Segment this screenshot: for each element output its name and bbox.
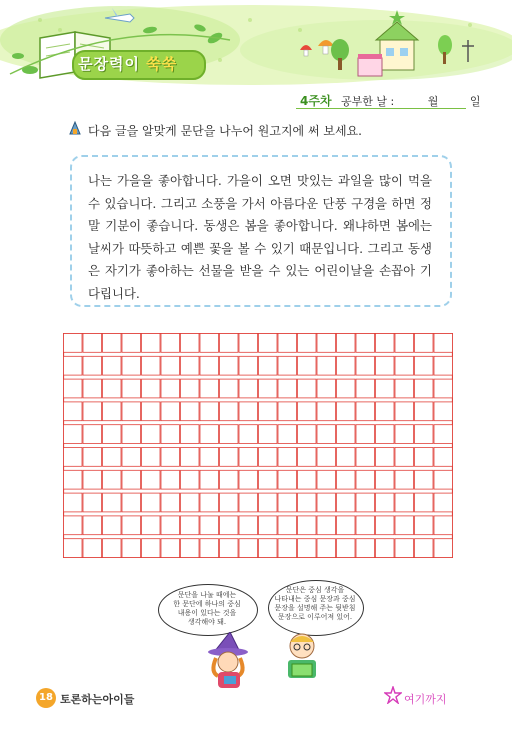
grid-cell[interactable] (103, 539, 122, 558)
grid-cell[interactable] (376, 493, 395, 512)
grid-cell[interactable] (376, 379, 395, 398)
grid-cell[interactable] (239, 539, 258, 558)
grid-cell[interactable] (415, 470, 434, 489)
grid-cell[interactable] (376, 425, 395, 444)
grid-cell[interactable] (200, 539, 219, 558)
week-underline (296, 108, 466, 109)
grid-cell[interactable] (278, 470, 297, 489)
grid-cell[interactable] (376, 516, 395, 535)
grid-cell[interactable] (181, 425, 200, 444)
grid-cell[interactable] (395, 516, 414, 535)
grid-cell[interactable] (278, 379, 297, 398)
study-day-label: 공부한 날 : (341, 95, 395, 108)
grid-cell[interactable] (395, 448, 414, 467)
grid-cell[interactable] (337, 470, 356, 489)
grid-cell[interactable] (376, 448, 395, 467)
grid-cell[interactable] (434, 334, 453, 353)
grid-cell[interactable] (278, 334, 297, 353)
grid-cell[interactable] (220, 379, 239, 398)
grid-cell[interactable] (122, 334, 141, 353)
grid-cell[interactable] (356, 448, 375, 467)
grid-cell[interactable] (220, 448, 239, 467)
publisher-name: 토론하는아이들 (60, 693, 135, 706)
grid-cell[interactable] (259, 448, 278, 467)
grid-cell[interactable] (181, 470, 200, 489)
grid-cell[interactable] (298, 379, 317, 398)
grid-cell[interactable] (103, 402, 122, 421)
grid-cell[interactable] (220, 516, 239, 535)
grid-cell[interactable] (83, 493, 102, 512)
instruction-text: 다음 글을 알맞게 문단을 나누어 원고지에 써 보세요. (88, 124, 362, 138)
grid-cell[interactable] (356, 356, 375, 375)
grid-cell[interactable] (395, 470, 414, 489)
grid-cell[interactable] (356, 379, 375, 398)
grid-cell[interactable] (161, 516, 180, 535)
grid-cell[interactable] (122, 493, 141, 512)
grid-cell[interactable] (142, 356, 161, 375)
grid-cell[interactable] (337, 493, 356, 512)
grid-cell[interactable] (161, 425, 180, 444)
grid-cell[interactable] (278, 402, 297, 421)
grid-cell[interactable] (395, 493, 414, 512)
grid-cell[interactable] (356, 425, 375, 444)
grid-cell[interactable] (220, 402, 239, 421)
boy-reading-illustration (276, 630, 328, 686)
grid-cell[interactable] (239, 356, 258, 375)
title-part1: 문장력이 (78, 55, 147, 73)
grid-cell[interactable] (337, 425, 356, 444)
grid-cell[interactable] (64, 425, 83, 444)
grid-cell[interactable] (239, 334, 258, 353)
grid-cell[interactable] (415, 379, 434, 398)
grid-cell[interactable] (181, 493, 200, 512)
grid-cell[interactable] (376, 402, 395, 421)
speech-bubble-right-text: 문단은 중심 생각을 나타내는 중심 문장과 중심 문장을 설명해 주는 뒷받침 문장으로 이루어져 있어. (274, 586, 356, 621)
grid-cell[interactable] (142, 379, 161, 398)
grid-cell[interactable] (434, 356, 453, 375)
grid-cell[interactable] (278, 425, 297, 444)
grid-cell[interactable] (220, 334, 239, 353)
grid-cell[interactable] (122, 356, 141, 375)
grid-cell[interactable] (83, 334, 102, 353)
grid-cell[interactable] (415, 448, 434, 467)
grid-cell[interactable] (356, 539, 375, 558)
grid-cell[interactable] (161, 356, 180, 375)
grid-cell[interactable] (83, 356, 102, 375)
grid-cell[interactable] (64, 379, 83, 398)
grid-cell[interactable] (64, 516, 83, 535)
grid-cell[interactable] (278, 356, 297, 375)
grid-cell[interactable] (259, 516, 278, 535)
manuscript-grid-svg (63, 333, 453, 558)
grid-cell[interactable] (298, 356, 317, 375)
grid-cell[interactable] (356, 470, 375, 489)
grid-cell[interactable] (181, 516, 200, 535)
grid-cell[interactable] (415, 334, 434, 353)
grid-cell[interactable] (317, 493, 336, 512)
grid-cell[interactable] (142, 334, 161, 353)
grid-cell[interactable] (181, 448, 200, 467)
grid-cell[interactable] (200, 425, 219, 444)
grid-cell[interactable] (122, 379, 141, 398)
star-icon (384, 686, 402, 704)
grid-cell[interactable] (122, 516, 141, 535)
grid-cell[interactable] (83, 470, 102, 489)
grid-cell[interactable] (434, 493, 453, 512)
grid-cell[interactable] (181, 356, 200, 375)
grid-cell[interactable] (239, 425, 258, 444)
grid-cell[interactable] (259, 425, 278, 444)
grid-cell[interactable] (200, 516, 219, 535)
grid-cell[interactable] (317, 425, 336, 444)
speech-bubble-left-text: 문단을 나눌 때에는 한 문단에 하나의 중심 내용이 있다는 것을 생각해야 돼. (173, 591, 241, 626)
grid-cell[interactable] (83, 379, 102, 398)
grid-cell[interactable] (200, 402, 219, 421)
grid-cell[interactable] (395, 334, 414, 353)
grid-cell[interactable] (298, 493, 317, 512)
manuscript-grid[interactable] (63, 333, 453, 558)
grid-cell[interactable] (142, 493, 161, 512)
grid-cell[interactable] (317, 334, 336, 353)
grid-cell[interactable] (259, 379, 278, 398)
grid-cell[interactable] (337, 379, 356, 398)
grid-cell[interactable] (64, 448, 83, 467)
grid-cell[interactable] (434, 516, 453, 535)
grid-cell[interactable] (103, 493, 122, 512)
grid-cell[interactable] (376, 334, 395, 353)
grid-cell[interactable] (142, 470, 161, 489)
month-label: 월 (427, 95, 439, 108)
grid-cell[interactable] (200, 493, 219, 512)
grid-cell[interactable] (317, 539, 336, 558)
grid-cell[interactable] (220, 356, 239, 375)
grid-cell[interactable] (376, 470, 395, 489)
grid-cell[interactable] (259, 356, 278, 375)
pencil-icon (68, 120, 82, 136)
grid-cell[interactable] (415, 356, 434, 375)
grid-cell[interactable] (122, 402, 141, 421)
grid-cell[interactable] (64, 539, 83, 558)
day-label: 일 (469, 95, 481, 108)
grid-cell[interactable] (434, 379, 453, 398)
grid-cell[interactable] (259, 493, 278, 512)
grid-cell[interactable] (142, 402, 161, 421)
witch-girl-illustration (200, 632, 260, 692)
grid-cell[interactable] (317, 516, 336, 535)
grid-cell[interactable] (181, 334, 200, 353)
grid-cell[interactable] (434, 448, 453, 467)
grid-cell[interactable] (220, 470, 239, 489)
grid-cell[interactable] (356, 402, 375, 421)
grid-cell[interactable] (103, 334, 122, 353)
grid-cell[interactable] (161, 402, 180, 421)
grid-cell[interactable] (337, 516, 356, 535)
grid-cell[interactable] (278, 493, 297, 512)
grid-cell[interactable] (337, 448, 356, 467)
grid-cell[interactable] (103, 425, 122, 444)
grid-cell[interactable] (181, 539, 200, 558)
grid-cell[interactable] (434, 402, 453, 421)
grid-cell[interactable] (395, 356, 414, 375)
grid-cell[interactable] (142, 516, 161, 535)
stop-here-label: 여기까지 (404, 693, 447, 706)
shop-icon (358, 54, 382, 76)
grid-cell[interactable] (395, 425, 414, 444)
grid-cell[interactable] (161, 448, 180, 467)
grid-cell[interactable] (356, 334, 375, 353)
grid-cell[interactable] (200, 448, 219, 467)
grid-cell[interactable] (83, 539, 102, 558)
grid-cell[interactable] (103, 356, 122, 375)
grid-cell[interactable] (239, 448, 258, 467)
grid-cell[interactable] (161, 493, 180, 512)
grid-cell[interactable] (395, 379, 414, 398)
grid-cell[interactable] (415, 425, 434, 444)
grid-cell[interactable] (376, 539, 395, 558)
passage-text: 나는 가을을 좋아합니다. 가을이 오면 맛있는 과일을 많이 먹을 수 있습니다. 그리고 소풍을 가서 아름다운 단풍 구경을 하면 정말 기분이 좋습니다. 동생은 봄을 좋아합니다. 왜냐하면 봄에는 날씨가 따뜻하고 예쁜 꽃을 볼 수 있기 때문입니다. 그리고 동생은 자기가 좋아하는 선물을 받을 수 있는 어린이날을 손꼽아 기다립니다. (88, 173, 432, 301)
grid-cell[interactable] (317, 356, 336, 375)
grid-cell[interactable] (298, 402, 317, 421)
grid-cell[interactable] (239, 516, 258, 535)
grid-cell[interactable] (337, 539, 356, 558)
grid-cell[interactable] (298, 425, 317, 444)
grid-cell[interactable] (337, 334, 356, 353)
grid-cell[interactable] (122, 448, 141, 467)
grid-cell[interactable] (181, 379, 200, 398)
grid-cell[interactable] (415, 539, 434, 558)
grid-cell[interactable] (64, 402, 83, 421)
title-part2: 쑥쑥 (146, 55, 178, 73)
grid-cell[interactable] (259, 334, 278, 353)
grid-cell[interactable] (239, 470, 258, 489)
grid-cell[interactable] (259, 539, 278, 558)
grid-cell[interactable] (83, 402, 102, 421)
grid-cell[interactable] (278, 448, 297, 467)
grid-cell[interactable] (142, 425, 161, 444)
grid-cell[interactable] (415, 402, 434, 421)
grid-cell[interactable] (239, 402, 258, 421)
grid-cell[interactable] (434, 425, 453, 444)
grid-cell[interactable] (83, 516, 102, 535)
grid-cell[interactable] (161, 539, 180, 558)
grid-cell[interactable] (298, 516, 317, 535)
grid-cell[interactable] (376, 356, 395, 375)
grid-cell[interactable] (83, 448, 102, 467)
grid-cell[interactable] (298, 448, 317, 467)
grid-cell[interactable] (239, 493, 258, 512)
grid-cell[interactable] (259, 470, 278, 489)
page-title (78, 53, 177, 74)
grid-cell[interactable] (356, 493, 375, 512)
grid-cell[interactable] (298, 539, 317, 558)
grid-cell[interactable] (356, 516, 375, 535)
grid-cell[interactable] (317, 448, 336, 467)
grid-cell[interactable] (161, 470, 180, 489)
grid-cell[interactable] (103, 379, 122, 398)
grid-cell[interactable] (434, 539, 453, 558)
grid-cell[interactable] (200, 379, 219, 398)
grid-cell[interactable] (200, 470, 219, 489)
grid-cell[interactable] (200, 356, 219, 375)
grid-cell[interactable] (122, 539, 141, 558)
page-number: 18 (36, 688, 56, 708)
grid-cell[interactable] (64, 470, 83, 489)
grid-cell[interactable] (337, 402, 356, 421)
grid-cell[interactable] (103, 448, 122, 467)
grid-cell[interactable] (142, 448, 161, 467)
grid-cell[interactable] (317, 379, 336, 398)
grid-cell[interactable] (298, 334, 317, 353)
grid-cell[interactable] (395, 402, 414, 421)
grid-cell[interactable] (161, 334, 180, 353)
week-bar (300, 92, 481, 108)
grid-cell[interactable] (220, 425, 239, 444)
grid-cell[interactable] (122, 425, 141, 444)
grid-cell[interactable] (181, 402, 200, 421)
grid-cell[interactable] (220, 493, 239, 512)
grid-cell[interactable] (103, 516, 122, 535)
grid-cell[interactable] (64, 334, 83, 353)
grid-cell[interactable] (337, 356, 356, 375)
grid-cell[interactable] (142, 539, 161, 558)
grid-cell[interactable] (220, 539, 239, 558)
grid-cell[interactable] (395, 539, 414, 558)
grid-cell[interactable] (317, 470, 336, 489)
grid-cell[interactable] (103, 470, 122, 489)
grid-cell[interactable] (298, 470, 317, 489)
grid-cell[interactable] (278, 539, 297, 558)
grid-cell[interactable] (122, 470, 141, 489)
grid-cell[interactable] (200, 334, 219, 353)
week-label: 4주차 (300, 94, 332, 108)
grid-cell[interactable] (64, 493, 83, 512)
grid-cell[interactable] (317, 402, 336, 421)
grid-cell[interactable] (64, 356, 83, 375)
grid-cell[interactable] (278, 516, 297, 535)
grid-cell[interactable] (83, 425, 102, 444)
grid-cell[interactable] (259, 402, 278, 421)
grid-cell[interactable] (415, 516, 434, 535)
grid-cell[interactable] (434, 470, 453, 489)
grid-cell[interactable] (161, 379, 180, 398)
grid-cell[interactable] (415, 493, 434, 512)
grid-cell[interactable] (239, 379, 258, 398)
